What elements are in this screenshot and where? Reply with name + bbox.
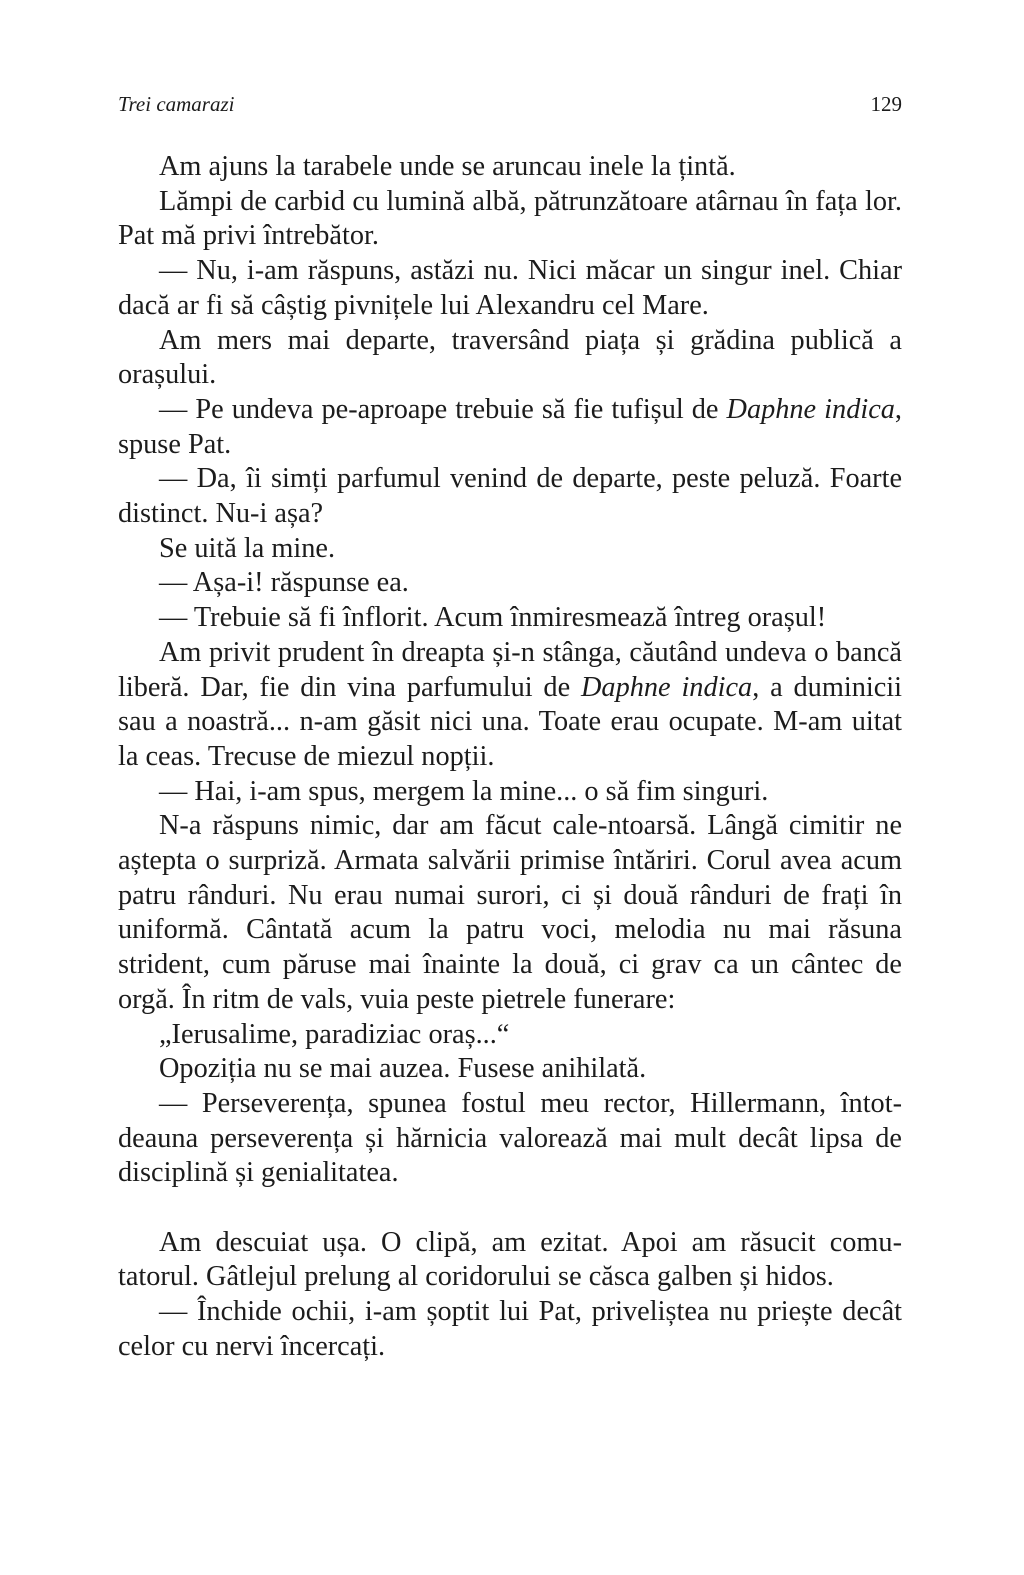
paragraph: — Așa-i! răspunse ea. — [159, 567, 409, 599]
paragraph: — Închide ochii, i-am șoptit lui Pat, priveliștea nu priește decât celor cu nervi încercați. — [118, 1296, 902, 1362]
paragraph: — Da, îi simți parfumul venind de departe, peste peluză. Foarte distinct. Nu-i așa? — [118, 463, 902, 530]
paragraph-text: Am privit prudent în dreapta și-n stânga, căutând undeva o bancă liberă. Dar, fie din vina parfumului de — [118, 636, 902, 703]
paragraph: Opoziția nu se mai auzea. Fusese anihilată. — [159, 1053, 647, 1085]
body-text — [118, 150, 902, 1365]
italic-species-name: Daphne indica — [726, 393, 895, 425]
paragraph — [118, 636, 902, 775]
running-header — [118, 92, 902, 117]
italic-species-name: Daphne indica — [581, 671, 753, 703]
paragraph-text: , a duminicii sau a noastră... n-am găsit nici una. Toate erau ocupate. M-am uitat la ceas. Trecuse de miezul nopții. — [118, 671, 902, 772]
paragraph-text: — Pe undeva pe-aproape trebuie să fie tufișul de — [159, 393, 727, 425]
running-title: Trei camarazi — [118, 92, 235, 116]
page-number: 129 — [870, 92, 902, 116]
paragraph: „Ierusalime, paradiziac oraș...“ — [159, 1018, 510, 1050]
paragraph: — Hai, i-am spus, mergem la mine... o să fim singuri. — [159, 775, 769, 807]
paragraph: Lămpi de carbid cu lumină albă, pătrunzătoare atârnau în fața lor. Pat mă privi întrebător. — [118, 185, 902, 252]
paragraph — [118, 393, 902, 462]
paragraph: Se uită la mine. — [159, 532, 336, 564]
paragraph-text: , spuse Pat. — [118, 393, 902, 460]
paragraph: — Trebuie să fi înflorit. Acum înmiresmează întreg orașul! — [159, 602, 827, 634]
paragraph: Am descuiat ușa. O clipă, am ezitat. Apoi am răsucit comutatorul. Gâtlejul prelung al coridorului se căsca galben și hidos. — [118, 1226, 902, 1293]
section-break — [118, 1191, 902, 1226]
paragraph: Am ajuns la tarabele unde se aruncau inele la țintă. — [159, 151, 736, 182]
paragraph: Am mers mai departe, traversând piața și grădina publică a orașului. — [118, 324, 902, 391]
paragraph: — Perseverența, spunea fostul meu rector, Hillermann, întotdeauna perseverența și hărnicia valorează mai mult decât lipsa de disciplină și genialitatea. — [118, 1087, 902, 1189]
paragraph: — Nu, i-am răspuns, astăzi nu. Nici măcar un singur inel. Chiar dacă ar fi să câștig pivnițele lui Alexandru cel Mare. — [118, 255, 902, 321]
paragraph: N-a răspuns nimic, dar am făcut cale-ntoarsă. Lângă cimitir ne aștepta o surpriză. Armata salvării primise întăriri. Corul avea acum patru rânduri. Nu erau numai surori, ci și două rânduri de frați în uniformă. Cântată acum la patru voci, melodia nu mai răsuna strident, cum păruse mai înainte la două, ci grav ca un cântec de orgă. În ritm de vals, vuia peste pietrele funerare: — [118, 810, 902, 1015]
